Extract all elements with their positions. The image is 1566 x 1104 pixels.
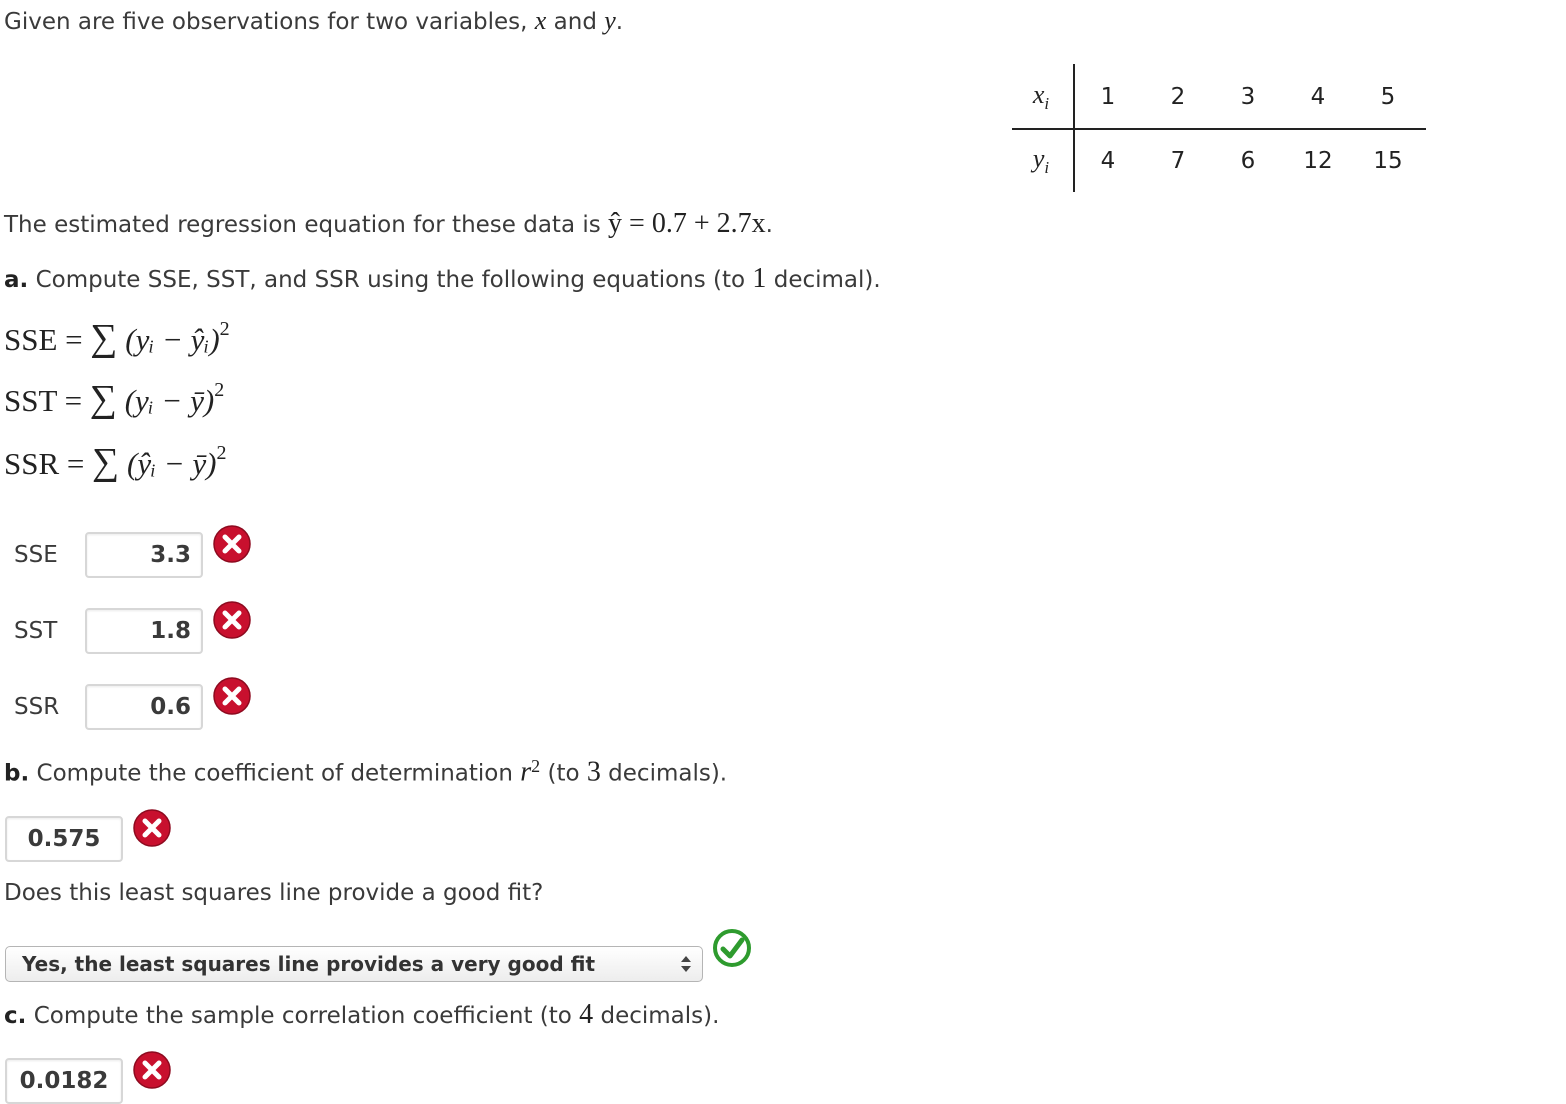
- regression-statement: The estimated regression equation for these data is ŷ = 0.7 + 2.7x.: [4, 208, 773, 239]
- incorrect-icon: [212, 600, 252, 640]
- x-value: 5: [1380, 84, 1396, 110]
- correct-icon: [712, 928, 752, 968]
- sse-input[interactable]: [85, 532, 203, 578]
- sse-formula: SSE = ∑ (yᵢ − ŷᵢ)$^2$: [4, 317, 230, 359]
- sst-formula: SST = ∑ (yᵢ − ȳ)$^2$: [4, 378, 225, 420]
- y-value: 4: [1100, 148, 1116, 174]
- good-fit-question: Does this least squares line provide a good fit?: [4, 880, 544, 906]
- incorrect-icon: [212, 524, 252, 564]
- r-squared-input[interactable]: [5, 816, 123, 862]
- incorrect-icon: [212, 676, 252, 716]
- correlation-input[interactable]: [5, 1058, 123, 1104]
- regression-equation: ŷ = 0.7 + 2.7x: [608, 208, 766, 239]
- observation-table: [1012, 64, 1426, 192]
- y-value: 15: [1373, 148, 1403, 174]
- ssr-formula: SSR = ∑ (ŷᵢ − ȳ)$^2$: [4, 441, 227, 483]
- sst-input[interactable]: [85, 608, 203, 654]
- part-a-prompt: a. Compute SSE, SST, and SSR using the following equations (to 1 decimal).: [4, 263, 881, 294]
- sse-label: SSE: [14, 542, 58, 568]
- y-value: 12: [1303, 148, 1333, 174]
- table-horizontal-rule: [1012, 128, 1426, 130]
- part-b-prompt: b. Compute the coefficient of determination $r^2$ (to 3 decimals).: [4, 756, 728, 788]
- incorrect-icon: [132, 1050, 172, 1090]
- good-fit-selected-value: Yes, the least squares line provides a very good fit: [22, 952, 596, 976]
- x-value: 2: [1170, 84, 1186, 110]
- ssr-input[interactable]: [85, 684, 203, 730]
- intro-text: Given are five observations for two variables, x and y.: [4, 6, 624, 35]
- x-row-header: $x_i$: [1032, 80, 1050, 114]
- y-value: 6: [1240, 148, 1256, 174]
- incorrect-icon: [132, 808, 172, 848]
- sst-label: SST: [14, 618, 58, 644]
- select-arrows-icon: [680, 953, 692, 975]
- y-value: 7: [1170, 148, 1186, 174]
- ssr-label: SSR: [14, 694, 60, 720]
- part-c-prompt: c. Compute the sample correlation coefficient (to 4 decimals).: [4, 999, 720, 1030]
- x-value: 1: [1100, 84, 1116, 110]
- good-fit-select[interactable]: [5, 946, 703, 982]
- x-value: 3: [1240, 84, 1256, 110]
- y-row-header: $y_i$: [1032, 144, 1050, 178]
- x-value: 4: [1310, 84, 1326, 110]
